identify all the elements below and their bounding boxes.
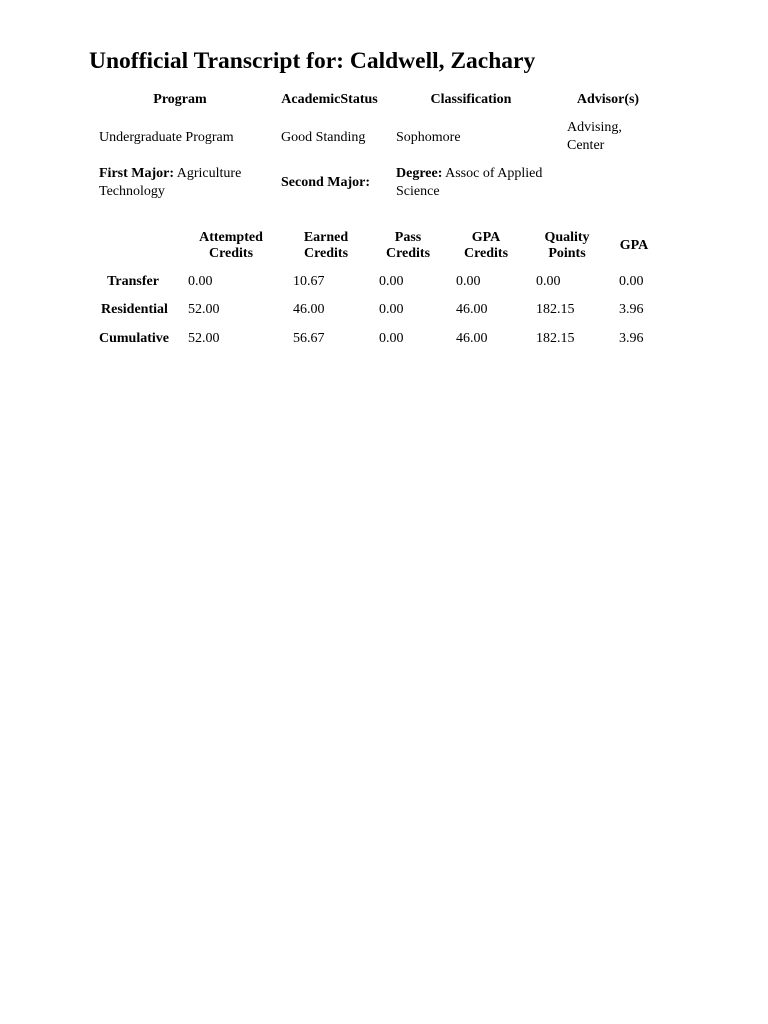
degree — [396, 165, 556, 201]
header-attempted-line1: Attempted — [199, 230, 263, 245]
cumulative-quality-points: 182.15 — [536, 331, 575, 346]
header-quality-points — [530, 230, 604, 262]
header-earned-line2: Credits — [303, 246, 349, 261]
header-earned-credits — [288, 230, 364, 262]
program-value: Undergraduate Program — [99, 130, 234, 145]
header-quality-line1: Quality — [544, 230, 590, 245]
degree-value: Assoc of Applied Science — [396, 166, 543, 199]
row-label-cumulative: Cumulative — [99, 331, 169, 346]
header-gpa: GPA — [619, 238, 649, 253]
academic-status-value: Good Standing — [281, 130, 366, 145]
header-attempted-line2: Credits — [208, 246, 254, 261]
transfer-gpa: 0.00 — [619, 274, 644, 289]
classification-value: Sophomore — [396, 130, 461, 145]
header-classification: Classification — [430, 92, 512, 107]
residential-pass: 0.00 — [379, 302, 404, 317]
second-major — [281, 174, 391, 192]
header-quality-line2: Points — [548, 246, 586, 261]
page-title: Unofficial Transcript for: Caldwell, Zachary — [89, 48, 536, 74]
advisors-value: Advising, Center — [567, 120, 622, 153]
residential-quality-points: 182.15 — [536, 302, 575, 317]
header-academic-status: AcademicStatus — [281, 92, 378, 107]
transfer-pass: 0.00 — [379, 274, 404, 289]
header-earned-line1: Earned — [303, 230, 349, 245]
header-pass-line2: Credits — [385, 246, 431, 261]
header-attempted-credits — [188, 230, 274, 262]
second-major-label: Second Major: — [281, 175, 371, 190]
first-major-value: Agriculture Technology — [99, 166, 242, 199]
cumulative-attempted: 52.00 — [188, 331, 220, 346]
transfer-earned: 10.67 — [293, 274, 325, 289]
header-advisors: Advisor(s) — [576, 92, 640, 107]
header-program: Program — [153, 92, 207, 107]
header-gpa-credits — [450, 230, 522, 262]
residential-earned: 46.00 — [293, 302, 325, 317]
cumulative-earned: 56.67 — [293, 331, 325, 346]
cumulative-gpa-credits: 46.00 — [456, 331, 488, 346]
header-gpa-credits-line1: GPA — [471, 230, 501, 245]
transfer-attempted: 0.00 — [188, 274, 213, 289]
first-major-label: First Major: — [99, 166, 175, 181]
first-major — [99, 165, 259, 201]
cumulative-pass: 0.00 — [379, 331, 404, 346]
header-pass-credits — [372, 230, 444, 262]
residential-gpa-credits: 46.00 — [456, 302, 488, 317]
header-gpa-credits-line2: Credits — [463, 246, 509, 261]
header-pass-line1: Pass — [394, 230, 422, 245]
residential-attempted: 52.00 — [188, 302, 220, 317]
transfer-gpa-credits: 0.00 — [456, 274, 481, 289]
cumulative-gpa: 3.96 — [619, 331, 644, 346]
degree-label: Degree: — [396, 166, 443, 181]
row-label-transfer: Transfer — [107, 274, 159, 289]
transfer-quality-points: 0.00 — [536, 274, 561, 289]
residential-gpa: 3.96 — [619, 302, 644, 317]
row-label-residential: Residential — [101, 302, 168, 317]
